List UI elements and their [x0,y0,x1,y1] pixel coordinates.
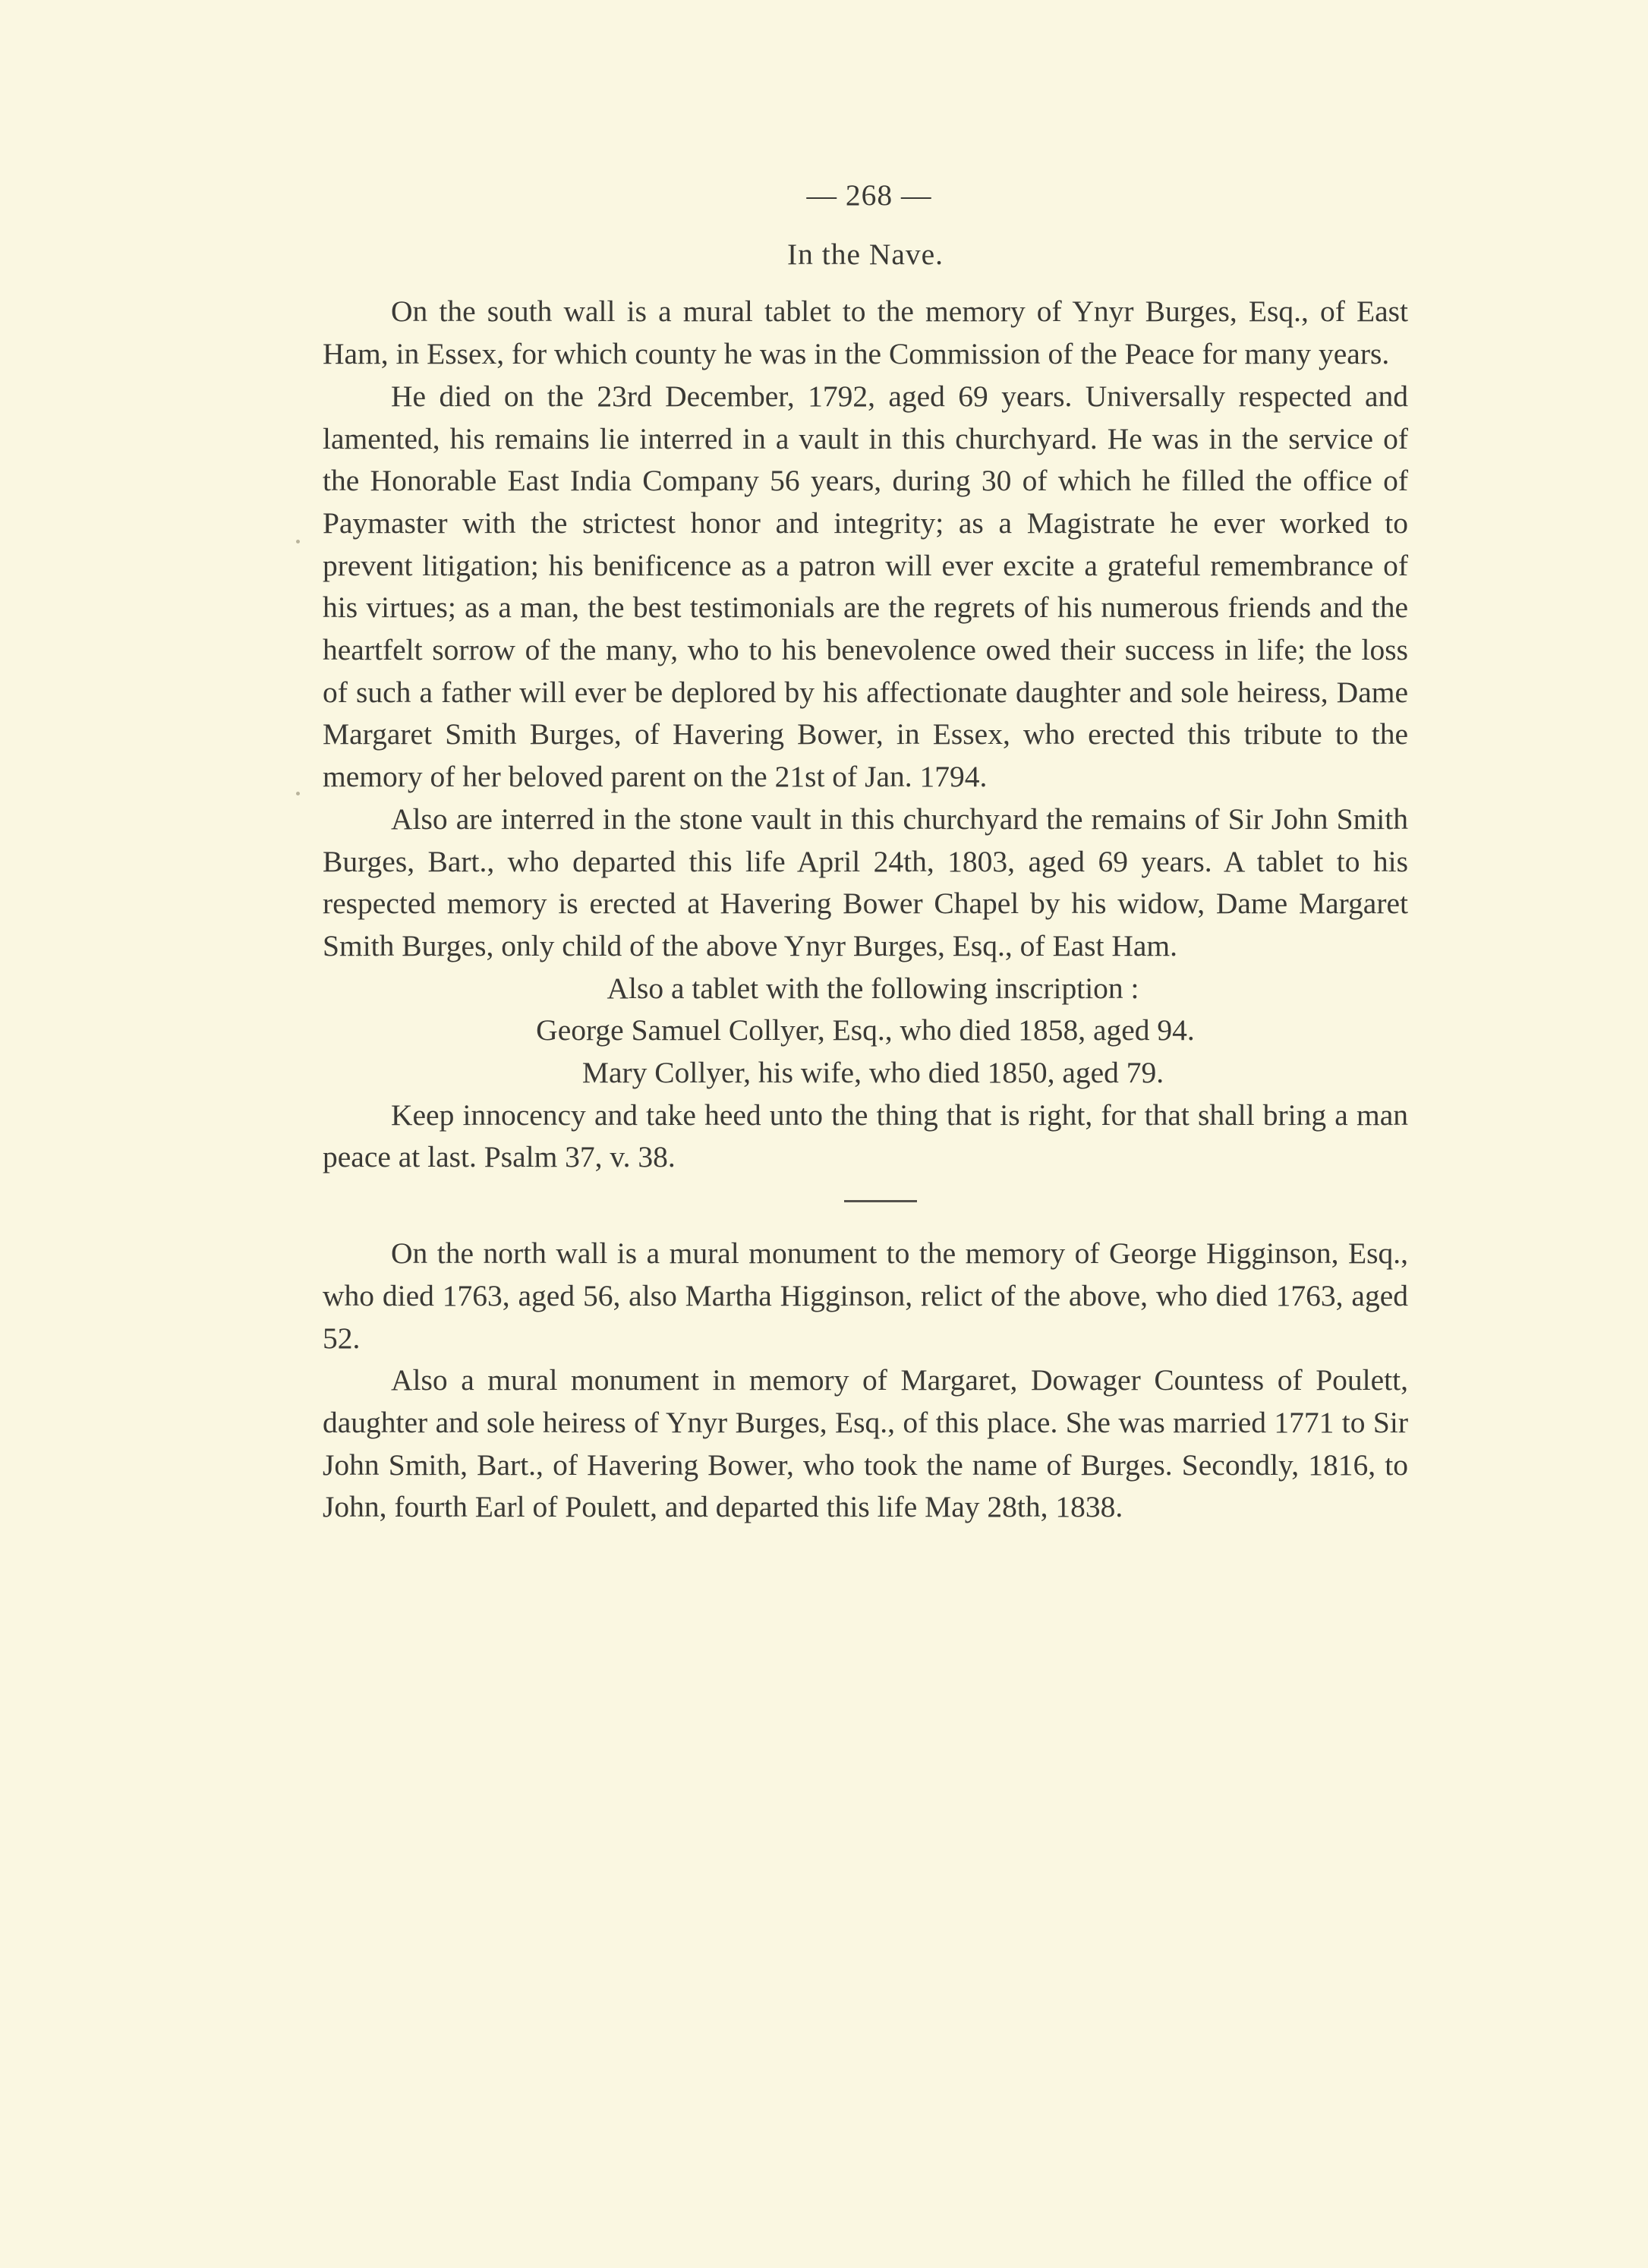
paragraph-countess-poulett: Also a mural monument in memory of Margaret, Dowager Countess of Poulett, daughter and sole heiress of Ynyr Burges, Esq., of this place. She was married 1771 to Sir John Smith, Bart., of Havering Bower, who took the name of Burges. Secondly, 1816, to John, fourth Earl of Poulett, and departed this life May 28th, 1838. [323,1363,1408,1524]
margin-mark [296,540,300,543]
paragraph-north-wall: On the north wall is a mural monument to the memory of George Higginson, Esq., who died 1763, aged 56, also Martha Higginson, relict of the above, who died 1763, aged 52. [323,1236,1408,1355]
page-number: — 268 — [806,178,932,212]
paragraph-ynyr-burges-death: He died on the 23rd December, 1792, aged 69 years. Universally respected and lamented, his remains lie interred in a vault in this churchyard. He was in the service of the Honorable East India Company 56 years, during 30 of which he filled the office of Paymaster with the strictest honor and integrity; as a Magistrate he ever worked to prevent litigation; his benificence as a patron will ever excite a grateful remembrance of his virtues; as a man, the best testimonials are the regrets of his numerous friends and the heartfelt sorrow of the many, who to his benevolence owed their success in life; the loss of such a father will ever be deplored by his affectionate daughter and sole heiress, Dame Margaret Smith Burges, of Havering Bower, in Essex, who erected this tribute to the memory of her beloved parent on the 21st of Jan. 1794. [323,379,1408,794]
margin-mark [296,792,300,795]
section-divider [844,1200,917,1202]
paragraph-sir-john-smith-burges: Also are interred in the stone vault in this churchyard the remains of Sir John Smith Burges, Bart., who departed this life April 24th, 1803, aged 69 years. A tablet to his respected memory is erected at Havering Bower Chapel by his widow, Dame Margaret Smith Burges, only child of the above Ynyr Burges, Esq., of East Ham. [323,802,1408,962]
inscription-line-george: George Samuel Collyer, Esq., who died 1858, aged 94. [536,1013,1195,1047]
psalm-quote: Keep innocency and take heed unto the thing that is right, for that shall bring a man peace at last. Psalm 37, v. 38. [323,1098,1408,1174]
paragraph-south-wall: On the south wall is a mural tablet to the memory of Ynyr Burges, Esq., of East Ham, in Essex, for which county he was in the Commission of the Peace for many years. [323,295,1408,371]
tablet-intro-line: Also a tablet with the following inscription : [607,971,1139,1005]
section-heading: In the Nave. [786,237,944,271]
page-text [323,175,1408,1529]
inscription-line-mary: Mary Collyer, his wife, who died 1850, aged 79. [581,1056,1164,1090]
